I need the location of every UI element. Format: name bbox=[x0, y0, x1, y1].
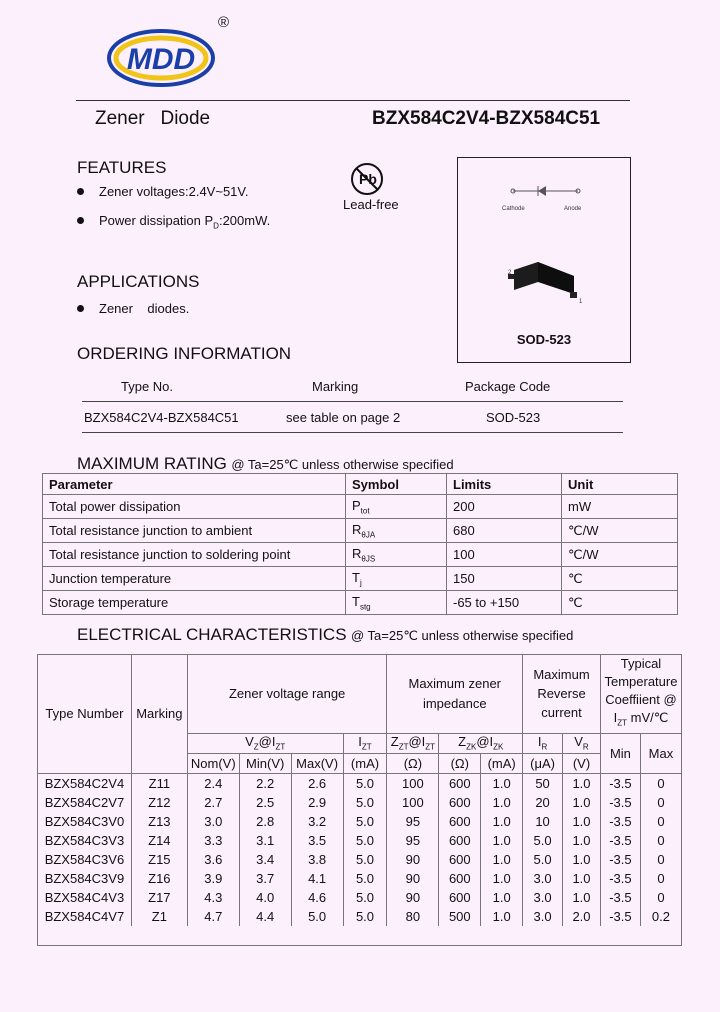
type-number-cell: BZX584C4V3 bbox=[38, 888, 132, 907]
table-row bbox=[43, 495, 678, 519]
table-header-row bbox=[43, 474, 678, 495]
value-cell: -3.5 bbox=[600, 907, 640, 926]
table-row bbox=[38, 869, 682, 888]
mdd-logo bbox=[107, 28, 215, 88]
limit-cell: -65 to +150 bbox=[447, 591, 562, 615]
type-number-cell: BZX584C4V7 bbox=[38, 907, 132, 926]
value-cell: 2.4 bbox=[187, 773, 239, 793]
value-cell: 5.0 bbox=[343, 793, 387, 812]
feature-item: Zener voltages:2.4V~51V. bbox=[77, 184, 249, 199]
symbol-cell: $R_{\theta JA}$ bbox=[346, 519, 447, 543]
unit-cell: ℃ bbox=[562, 591, 678, 615]
table-row bbox=[38, 831, 682, 850]
header-unit: Unit bbox=[562, 474, 678, 495]
svg-text:Anode: Anode bbox=[564, 206, 582, 212]
header-temp-coefficient: Typical Temperature Coeffiient @ $I_{ZT}$ mV/℃ bbox=[600, 655, 681, 734]
table-row bbox=[38, 850, 682, 869]
value-cell: 80 bbox=[387, 907, 439, 926]
param-cell: Total resistance junction to ambient bbox=[43, 519, 346, 543]
value-cell: 5.0 bbox=[343, 907, 387, 926]
subheader-max: Max bbox=[640, 733, 681, 773]
marking-cell: Z16 bbox=[131, 869, 187, 888]
value-cell: 5.0 bbox=[343, 869, 387, 888]
param-cell: Storage temperature bbox=[43, 591, 346, 615]
ordering-cell-type: BZX584C2V4-BZX584C51 bbox=[84, 410, 239, 425]
limit-cell: 100 bbox=[447, 543, 562, 567]
marking-cell: Z15 bbox=[131, 850, 187, 869]
value-cell: 2.0 bbox=[563, 907, 601, 926]
value-cell: 1.0 bbox=[481, 793, 523, 812]
value-cell: 20 bbox=[523, 793, 563, 812]
value-cell: -3.5 bbox=[600, 869, 640, 888]
electrical-table bbox=[37, 654, 682, 946]
unit-cell: ℃/W bbox=[562, 519, 678, 543]
value-cell: 90 bbox=[387, 850, 439, 869]
marking-cell: Z11 bbox=[131, 773, 187, 793]
value-cell: 1.0 bbox=[481, 907, 523, 926]
table-footer-row bbox=[38, 926, 682, 946]
marking-cell: Z13 bbox=[131, 812, 187, 831]
value-cell: 3.0 bbox=[523, 888, 563, 907]
type-number-cell: BZX584C2V7 bbox=[38, 793, 132, 812]
value-cell: 4.0 bbox=[239, 888, 291, 907]
unit-cell: Nom(V) bbox=[187, 753, 239, 773]
subheader-zzt: $Z_{ZT}@I_{ZT}$ bbox=[387, 733, 439, 753]
svg-text:1: 1 bbox=[579, 299, 583, 305]
table-row bbox=[43, 591, 678, 615]
value-cell: 95 bbox=[387, 831, 439, 850]
bullet-icon bbox=[77, 188, 84, 195]
unit-cell: (V) bbox=[563, 753, 601, 773]
ordering-rule-top bbox=[82, 401, 623, 402]
value-cell: 1.0 bbox=[481, 812, 523, 831]
value-cell: -3.5 bbox=[600, 773, 640, 793]
value-cell: 4.4 bbox=[239, 907, 291, 926]
subheader-min: Min bbox=[600, 733, 640, 773]
registered-mark: ® bbox=[218, 14, 230, 31]
header-parameter: Parameter bbox=[43, 474, 346, 495]
value-cell: 5.0 bbox=[343, 888, 387, 907]
ordering-rule-bottom bbox=[82, 432, 623, 433]
table-row bbox=[43, 519, 678, 543]
unit-cell: Min(V) bbox=[239, 753, 291, 773]
subheader-zzk: $Z_{ZK}@I_{ZK}$ bbox=[439, 733, 523, 753]
value-cell: 3.4 bbox=[239, 850, 291, 869]
value-cell: -3.5 bbox=[600, 850, 640, 869]
footer-cell bbox=[38, 926, 682, 946]
value-cell: 3.5 bbox=[291, 831, 343, 850]
value-cell: 4.3 bbox=[187, 888, 239, 907]
applications-heading: APPLICATIONS bbox=[77, 272, 200, 291]
marking-cell: Z12 bbox=[131, 793, 187, 812]
value-cell: 1.0 bbox=[481, 850, 523, 869]
marking-cell: Z17 bbox=[131, 888, 187, 907]
unit-cell: Max(V) bbox=[291, 753, 343, 773]
value-cell: 1.0 bbox=[563, 869, 601, 888]
table-row bbox=[38, 793, 682, 812]
symbol-cell: $T_j$ bbox=[346, 567, 447, 591]
value-cell: 4.1 bbox=[291, 869, 343, 888]
value-cell: 1.0 bbox=[563, 793, 601, 812]
ordering-cell-package: SOD-523 bbox=[486, 410, 541, 425]
value-cell: 4.6 bbox=[291, 888, 343, 907]
value-cell: 3.0 bbox=[187, 812, 239, 831]
value-cell: 500 bbox=[439, 907, 481, 926]
header-impedance: Maximum zener impedance bbox=[387, 655, 523, 734]
value-cell: 3.0 bbox=[523, 907, 563, 926]
value-cell: 5.0 bbox=[343, 850, 387, 869]
value-cell: 90 bbox=[387, 888, 439, 907]
header-zener-range: Zener voltage range bbox=[187, 655, 387, 734]
header-limits: Limits bbox=[447, 474, 562, 495]
header-symbol: Symbol bbox=[346, 474, 447, 495]
value-cell: 600 bbox=[439, 793, 481, 812]
value-cell: 600 bbox=[439, 888, 481, 907]
value-cell: 1.0 bbox=[481, 888, 523, 907]
table-header-row bbox=[38, 655, 682, 734]
value-cell: 0 bbox=[640, 812, 681, 831]
doc-title: BZX584C2V4-BZX584C51 bbox=[372, 108, 601, 129]
header-marking: Marking bbox=[131, 655, 187, 774]
type-number-cell: BZX584C3V3 bbox=[38, 831, 132, 850]
table-row bbox=[38, 888, 682, 907]
value-cell: 5.0 bbox=[523, 850, 563, 869]
unit-cell: ℃/W bbox=[562, 543, 678, 567]
bullet-icon bbox=[77, 217, 84, 224]
unit-cell: ℃ bbox=[562, 567, 678, 591]
subheader-izt: $I_{ZT}$ bbox=[343, 733, 387, 753]
value-cell: 1.0 bbox=[563, 773, 601, 793]
value-cell: 3.9 bbox=[187, 869, 239, 888]
value-cell: 3.6 bbox=[187, 850, 239, 869]
svg-text:Cathode: Cathode bbox=[502, 206, 525, 212]
value-cell: 5.0 bbox=[343, 773, 387, 793]
value-cell: 0 bbox=[640, 850, 681, 869]
type-number-cell: BZX584C3V0 bbox=[38, 812, 132, 831]
value-cell: 3.2 bbox=[291, 812, 343, 831]
bullet-icon bbox=[77, 305, 84, 312]
unit-cell: (mA) bbox=[343, 753, 387, 773]
svg-text:2: 2 bbox=[508, 270, 512, 276]
value-cell: 600 bbox=[439, 812, 481, 831]
value-cell: 95 bbox=[387, 812, 439, 831]
value-cell: 1.0 bbox=[563, 850, 601, 869]
type-number-cell: BZX584C3V9 bbox=[38, 869, 132, 888]
subheader-vz: $V_Z@I_{ZT}$ bbox=[187, 733, 343, 753]
marking-cell: Z1 bbox=[131, 907, 187, 926]
logo-text: MDD bbox=[126, 43, 196, 76]
type-number-cell: BZX584C3V6 bbox=[38, 850, 132, 869]
value-cell: 5.0 bbox=[291, 907, 343, 926]
limit-cell: 150 bbox=[447, 567, 562, 591]
table-row bbox=[38, 907, 682, 926]
subheader-vr: $V_R$ bbox=[563, 733, 601, 753]
value-cell: 10 bbox=[523, 812, 563, 831]
table-row bbox=[38, 773, 682, 793]
value-cell: 4.7 bbox=[187, 907, 239, 926]
header-type-number: Type Number bbox=[38, 655, 132, 774]
value-cell: 2.2 bbox=[239, 773, 291, 793]
value-cell: 2.9 bbox=[291, 793, 343, 812]
value-cell: 5.0 bbox=[523, 831, 563, 850]
value-cell: -3.5 bbox=[600, 812, 640, 831]
value-cell: 3.0 bbox=[523, 869, 563, 888]
ordering-header-type: Type No. bbox=[121, 379, 174, 394]
value-cell: 600 bbox=[439, 869, 481, 888]
package-box bbox=[457, 157, 631, 363]
unit-cell: (Ω) bbox=[439, 753, 481, 773]
value-cell: 600 bbox=[439, 773, 481, 793]
symbol-cell: $R_{\theta JS}$ bbox=[346, 543, 447, 567]
svg-text:Pb: Pb bbox=[359, 171, 377, 187]
leadfree-label: Lead-free bbox=[343, 197, 399, 212]
diode-diagram bbox=[458, 158, 630, 308]
value-cell: 50 bbox=[523, 773, 563, 793]
features-heading: FEATURES bbox=[77, 158, 167, 177]
header-rule bbox=[76, 100, 630, 101]
application-item: Zener diodes. bbox=[77, 301, 189, 316]
value-cell: 0 bbox=[640, 888, 681, 907]
unit-cell: (Ω) bbox=[387, 753, 439, 773]
symbol-cell: $T_{stg}$ bbox=[346, 591, 447, 615]
value-cell: 5.0 bbox=[343, 831, 387, 850]
value-cell: 1.0 bbox=[481, 869, 523, 888]
value-cell: 100 bbox=[387, 773, 439, 793]
symbol-cell: $P_{tot}$ bbox=[346, 495, 447, 519]
limit-cell: 680 bbox=[447, 519, 562, 543]
value-cell: 1.0 bbox=[563, 831, 601, 850]
value-cell: 0 bbox=[640, 831, 681, 850]
value-cell: 2.8 bbox=[239, 812, 291, 831]
electrical-heading: ELECTRICAL CHARACTERISTICS @ Ta=25℃ unless otherwise specified bbox=[77, 625, 574, 644]
value-cell: 100 bbox=[387, 793, 439, 812]
value-cell: 0 bbox=[640, 869, 681, 888]
max-rating-table bbox=[42, 473, 678, 615]
limit-cell: 200 bbox=[447, 495, 562, 519]
value-cell: 2.6 bbox=[291, 773, 343, 793]
feature-item: Power dissipation $P_D:200mW$. bbox=[77, 213, 270, 231]
value-cell: 0 bbox=[640, 793, 681, 812]
value-cell: -3.5 bbox=[600, 888, 640, 907]
value-cell: 600 bbox=[439, 831, 481, 850]
param-cell: Total resistance junction to soldering point bbox=[43, 543, 346, 567]
value-cell: 2.5 bbox=[239, 793, 291, 812]
value-cell: 90 bbox=[387, 869, 439, 888]
param-cell: Total power dissipation bbox=[43, 495, 346, 519]
subheader-ir: $I_R$ bbox=[523, 733, 563, 753]
marking-cell: Z14 bbox=[131, 831, 187, 850]
header-reverse-current: Maximum Reverse current bbox=[523, 655, 601, 734]
value-cell: 0.2 bbox=[640, 907, 681, 926]
unit-cell: (mA) bbox=[481, 753, 523, 773]
value-cell: 1.0 bbox=[563, 888, 601, 907]
param-cell: Junction temperature bbox=[43, 567, 346, 591]
value-cell: 3.8 bbox=[291, 850, 343, 869]
value-cell: 1.0 bbox=[563, 812, 601, 831]
value-cell: 3.3 bbox=[187, 831, 239, 850]
ordering-header-package: Package Code bbox=[465, 379, 551, 394]
package-name: SOD-523 bbox=[516, 332, 572, 347]
value-cell: 3.1 bbox=[239, 831, 291, 850]
value-cell: -3.5 bbox=[600, 831, 640, 850]
value-cell: -3.5 bbox=[600, 793, 640, 812]
leadfree-icon bbox=[350, 161, 390, 197]
type-number-cell: BZX584C2V4 bbox=[38, 773, 132, 793]
value-cell: 1.0 bbox=[481, 773, 523, 793]
unit-cell: (μA) bbox=[523, 753, 563, 773]
value-cell: 3.7 bbox=[239, 869, 291, 888]
value-cell: 5.0 bbox=[343, 812, 387, 831]
max-rating-heading: MAXIMUM RATING @ Ta=25℃ unless otherwise specified bbox=[77, 454, 454, 473]
table-row bbox=[43, 567, 678, 591]
ordering-heading: ORDERING INFORMATION bbox=[77, 344, 292, 363]
table-row bbox=[43, 543, 678, 567]
doc-subtitle: Zener Diode bbox=[95, 108, 211, 129]
value-cell: 1.0 bbox=[481, 831, 523, 850]
value-cell: 2.7 bbox=[187, 793, 239, 812]
value-cell: 600 bbox=[439, 850, 481, 869]
value-cell: 0 bbox=[640, 773, 681, 793]
unit-cell: mW bbox=[562, 495, 678, 519]
table-row bbox=[38, 812, 682, 831]
ordering-header-marking: Marking bbox=[312, 379, 359, 394]
ordering-cell-marking: see table on page 2 bbox=[286, 410, 401, 425]
